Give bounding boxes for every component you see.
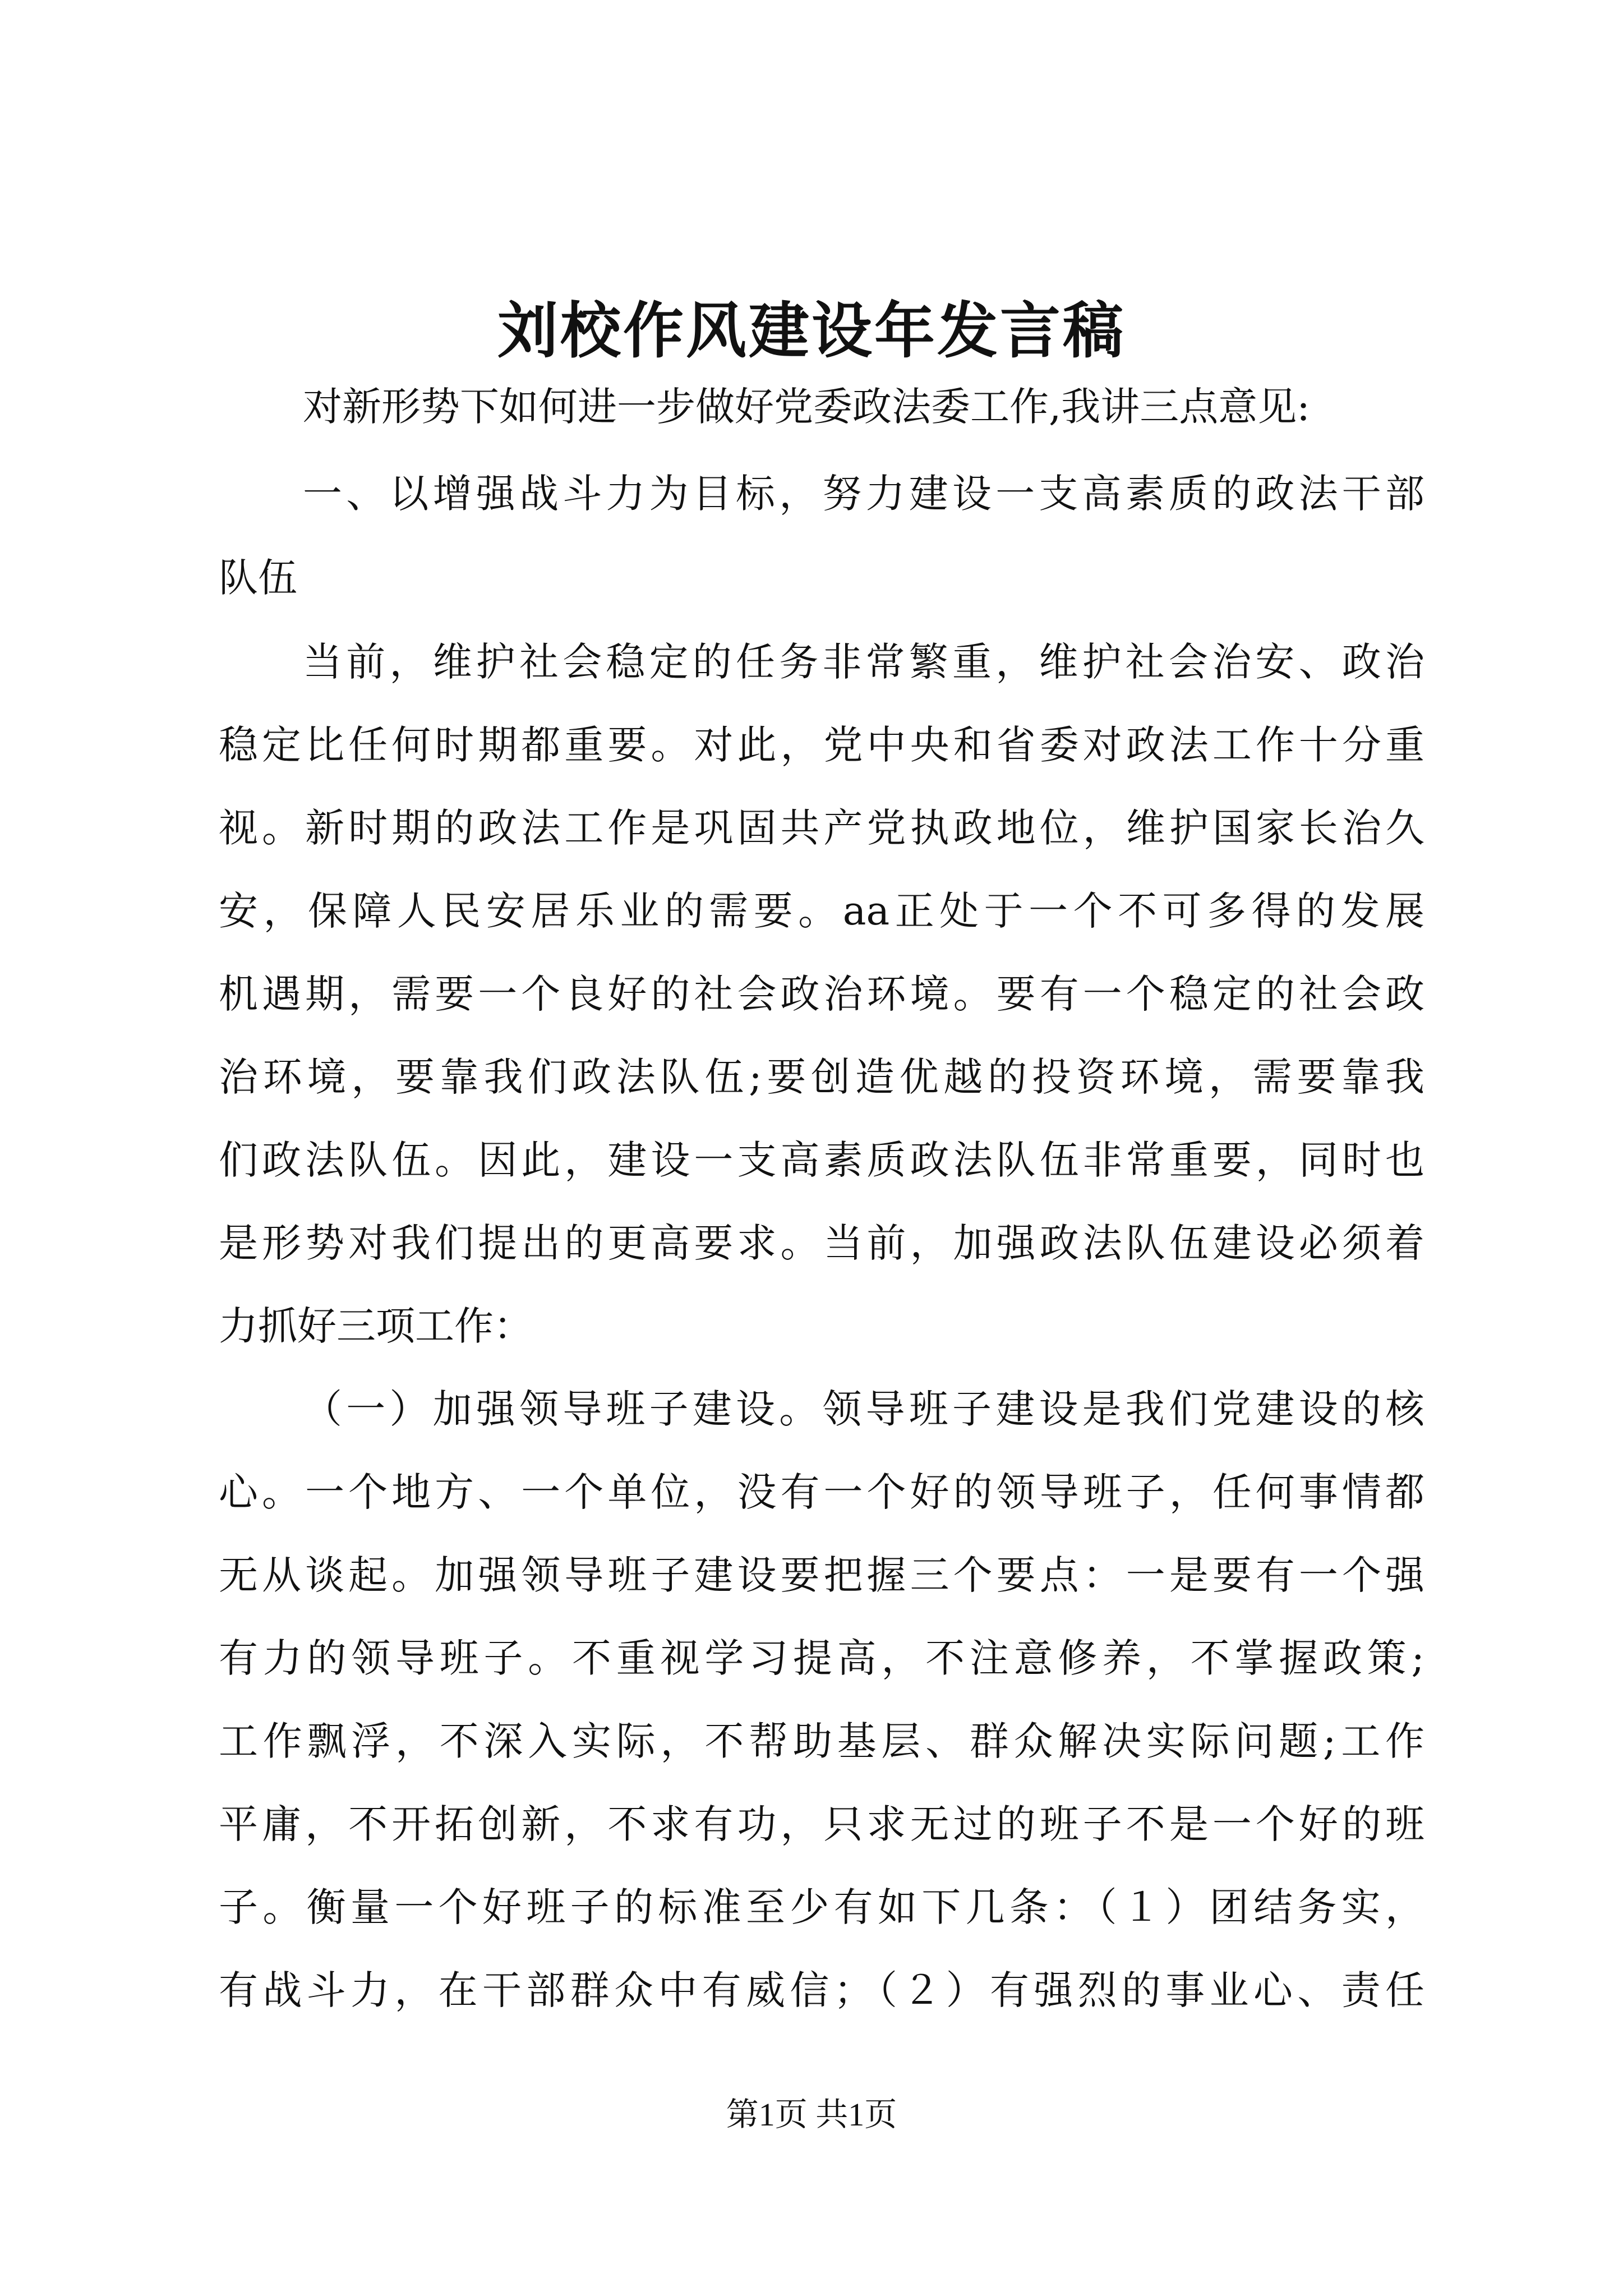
body-line: 机遇期，需要一个良好的社会政治环境。要有一个稳定的社会政 bbox=[219, 971, 1424, 1017]
section-heading-line: 一、以增强战斗力为目标，努力建设一支高素质的政法干部 bbox=[303, 471, 1424, 517]
body-line: 安，保障人民安居乐业的需要。aa正处于一个不可多得的发展 bbox=[219, 888, 1424, 934]
body-line: 稳定比任何时期都重要。对此，党中央和省委对政法工作十分重 bbox=[219, 722, 1424, 768]
section-heading-line: 队伍 bbox=[219, 555, 297, 601]
document-title: 刘校作风建设年发言稿 bbox=[497, 296, 1126, 366]
body-line: 是形势对我们提出的更高要求。当前，加强政法队伍建设必须着 bbox=[219, 1220, 1424, 1266]
body-line: 们政法队伍。因此，建设一支高素质政法队伍非常重要，同时也 bbox=[219, 1137, 1424, 1183]
body-line: 治环境，要靠我们政法队伍;要创造优越的投资环境，需要靠我 bbox=[219, 1054, 1424, 1100]
page-number-footer: 第1页 共1页 bbox=[726, 2096, 897, 2133]
body-line: 平庸，不开拓创新，不求有功，只求无过的班子不是一个好的班 bbox=[219, 1801, 1424, 1847]
body-line: 当前，维护社会稳定的任务非常繁重，维护社会治安、政治 bbox=[303, 639, 1424, 685]
body-line: 视。新时期的政法工作是巩固共产党执政地位，维护国家长治久 bbox=[219, 805, 1424, 851]
body-line: 无从谈起。加强领导班子建设要把握三个要点：一是要有一个强 bbox=[219, 1552, 1424, 1598]
body-line: 工作飘浮，不深入实际，不帮助基层、群众解决实际问题;工作 bbox=[219, 1718, 1424, 1764]
body-line: 有力的领导班子。不重视学习提高，不注意修养，不掌握政策; bbox=[219, 1635, 1424, 1681]
body-line: （一）加强领导班子建设。领导班子建设是我们党建设的核 bbox=[303, 1386, 1424, 1432]
body-line: 力抓好三项工作： bbox=[219, 1303, 533, 1349]
body-line: 有战斗力，在干部群众中有威信；（２）有强烈的事业心、责任 bbox=[219, 1967, 1424, 2013]
body-line: 心。一个地方、一个单位，没有一个好的领导班子，任何事情都 bbox=[219, 1469, 1424, 1515]
body-line: 子。衡量一个好班子的标准至少有如下几条：（１）团结务实， bbox=[219, 1884, 1424, 1930]
body-line: 对新形势下如何进一步做好党委政法委工作,我讲三点意见: bbox=[303, 384, 1310, 430]
